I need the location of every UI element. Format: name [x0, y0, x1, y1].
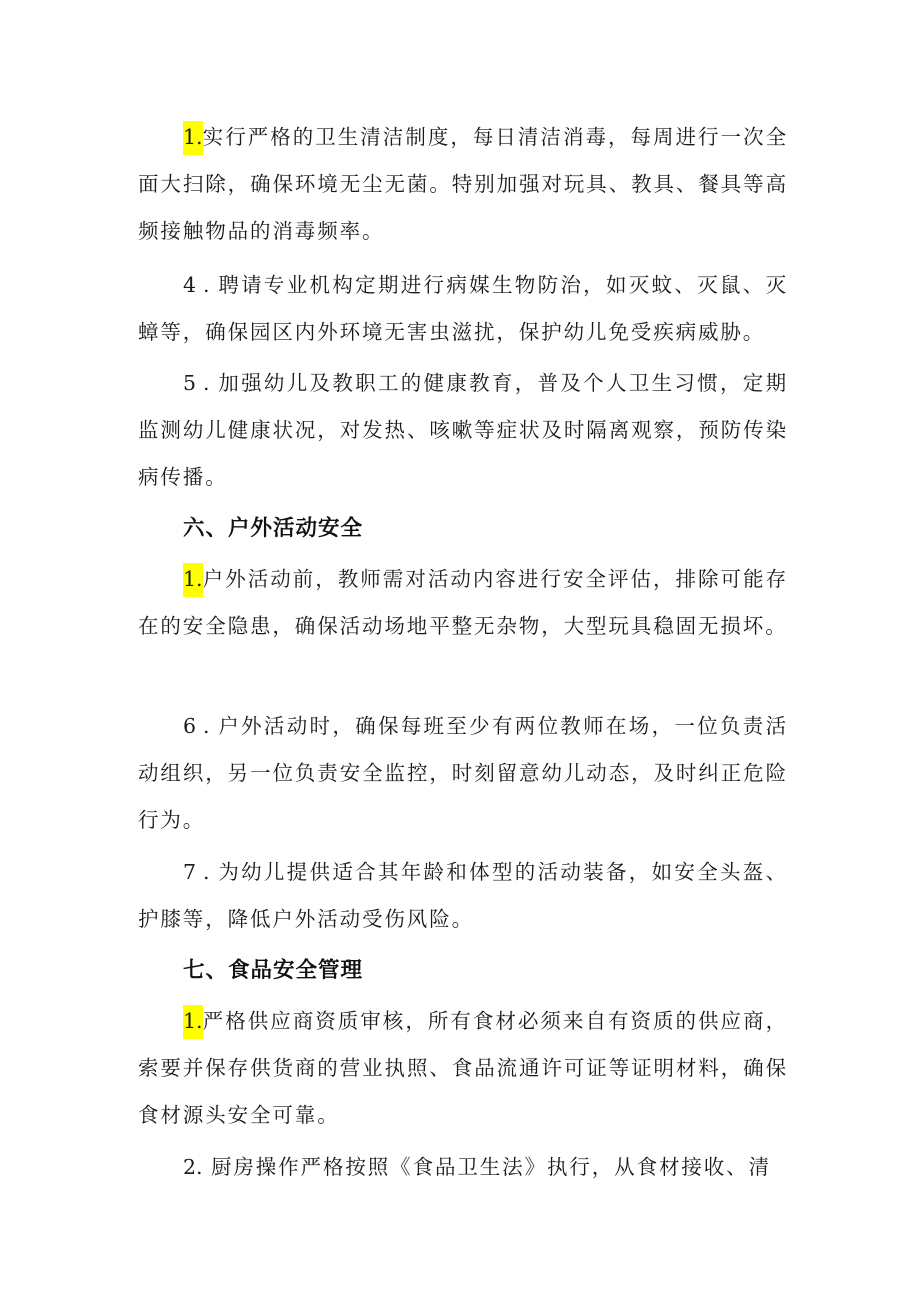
paragraph-text: 户外活动时，确保每班至少有两位教师在场，一位负责活动组织，另一位负责安全监控，时刻留意幼儿动态，及时纠正危险行为。	[138, 714, 789, 832]
paragraph-text: 实行严格的卫生清洁制度，每日清洁消毒，每周进行一次全面大扫除，确保环境无尘无菌。特别加强对玩具、教具、餐具等高频接触物品的消毒频率。	[138, 125, 788, 243]
paragraph-hygiene-cleaning	[138, 114, 788, 255]
paragraph-text: 为幼儿提供适合其年龄和体型的活动装备，如安全头盔、护膝等，降低户外活动受伤风险。	[138, 860, 789, 931]
paragraph-outdoor-assessment	[138, 556, 788, 650]
paragraph-supplier-review	[138, 998, 788, 1139]
section-heading-food-safety: 七、食品安全管理	[183, 958, 364, 983]
paragraph-text: 加强幼儿及教职工的健康教育，普及个人卫生习惯，定期监测幼儿健康状况，对发热、咳嗽等症状及时隔离观察，预防传染病传播。	[138, 371, 789, 489]
highlighted-item-number: 1.	[183, 1005, 203, 1039]
item-number: 6 .	[183, 714, 210, 738]
highlighted-item-number: 1.	[183, 121, 203, 155]
item-number: 2.	[183, 1155, 203, 1179]
paragraph-text: 户外活动前，教师需对活动内容进行安全评估，排除可能存在的安全隐患，确保活动场地平整无杂物，大型玩具稳固无损坏。	[138, 567, 788, 638]
highlighted-item-number: 1.	[183, 563, 203, 597]
paragraph-text: 严格供应商资质审核，所有食材必须来自有资质的供应商，索要并保存供货商的营业执照、食品流通许可证等证明材料，确保食材源头安全可靠。	[138, 1009, 788, 1127]
paragraph-health-education	[138, 360, 788, 501]
item-number: 4 .	[183, 273, 210, 297]
item-number: 7 .	[183, 860, 210, 884]
paragraph-text: 厨房操作严格按照《食品卫生法》执行，从食材接收、清	[210, 1155, 771, 1179]
paragraph-text: 聘请专业机构定期进行病媒生物防治，如灭蚊、灭鼠、灭蟑等，确保园区内外环境无害虫滋扰，保护幼儿免受疾病威胁。	[138, 273, 789, 344]
item-number: 5 .	[183, 371, 210, 395]
paragraph-outdoor-equipment	[138, 849, 788, 943]
paragraph-kitchen-operation	[138, 1144, 788, 1191]
section-heading-outdoor-safety: 六、户外活动安全	[183, 516, 364, 541]
paragraph-outdoor-supervision	[138, 703, 788, 844]
paragraph-pest-control	[138, 262, 788, 356]
